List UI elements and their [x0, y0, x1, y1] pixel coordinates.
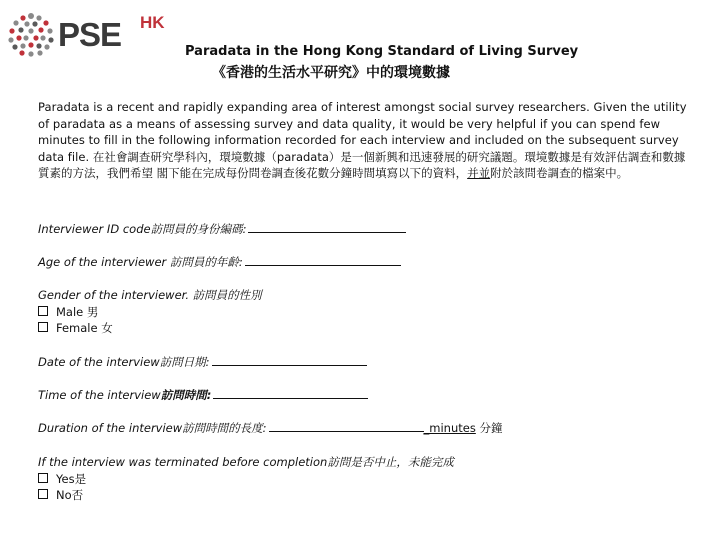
interviewer-id-label: Interviewer ID code訪問員的身份編碼: — [38, 222, 247, 236]
time-field — [38, 387, 368, 403]
intro-chinese-underlined: 并並 — [467, 166, 491, 181]
date-blank[interactable] — [212, 354, 367, 366]
intro-english: Paradata is a recent and rapidly expanding area of interest amongst social survey researchers. Given the utility of paradata as a means of assessing survey and data quality, it would be very helpful if you can spend few minutes to fill in the following information recorded for each interview and included on the subsequent survey data file. — [38, 100, 687, 164]
male-checkbox[interactable] — [38, 306, 48, 316]
female-label: Female 女 — [56, 321, 113, 335]
page-subtitle: 《香港的生活水平研究》中的環境數據 — [212, 65, 450, 81]
pse-hk-logo — [8, 10, 168, 60]
age-label: Age of the interviewer 訪問員的年齡: — [38, 255, 243, 269]
duration-unit: _minutes — [423, 421, 476, 435]
page-title: Paradata in the Hong Kong Standard of Living Survey — [185, 44, 579, 59]
gender-option-male[interactable] — [38, 304, 98, 320]
intro-chinese: 在社會調查研究學科內，環境數據（paradata）是一個新興和迅速發展的研究議題。環境數據是有效評估調查和數據質素的方法，我們希望 閣下能在完成每份問卷調查後花數分鐘時間填寫以下的資料， — [38, 149, 686, 181]
time-blank[interactable] — [213, 387, 368, 399]
logo-region: HK — [140, 13, 165, 32]
people-dots-icon — [8, 12, 54, 58]
terminated-field — [38, 454, 454, 470]
age-blank[interactable] — [245, 254, 401, 266]
intro-paragraph — [38, 99, 688, 182]
time-label-zh: 訪問時間: — [160, 388, 212, 402]
gender-label: Gender of the interviewer. 訪問員的性別 — [38, 288, 262, 302]
terminated-label: If the interview was terminated before completion訪問是否中止，未能完成 — [38, 455, 454, 469]
intro-chinese-end: 附於該問卷調查的檔案中。 — [490, 166, 629, 181]
yes-checkbox[interactable] — [38, 473, 48, 483]
date-field — [38, 354, 367, 370]
interviewer-id-field — [38, 221, 406, 237]
yes-label: Yes是 — [56, 472, 87, 486]
female-checkbox[interactable] — [38, 322, 48, 332]
duration-unit-zh: 分鐘 — [475, 421, 503, 435]
interviewer-id-blank[interactable] — [248, 221, 406, 233]
terminated-option-yes[interactable] — [38, 471, 86, 487]
terminated-option-no[interactable] — [38, 487, 83, 503]
male-label: Male 男 — [56, 305, 99, 319]
duration-label: Duration of the interview訪問時間的長度: — [38, 421, 267, 435]
duration-blank[interactable] — [269, 420, 424, 432]
logo-text: PSE — [58, 16, 122, 53]
duration-field — [38, 420, 503, 436]
date-label: Date of the interview訪問日期: — [38, 355, 210, 369]
gender-field — [38, 287, 262, 303]
gender-option-female[interactable] — [38, 320, 113, 336]
no-checkbox[interactable] — [38, 489, 48, 499]
age-field — [38, 254, 401, 270]
no-label: No否 — [56, 488, 84, 502]
time-label: Time of the interview — [38, 388, 161, 402]
